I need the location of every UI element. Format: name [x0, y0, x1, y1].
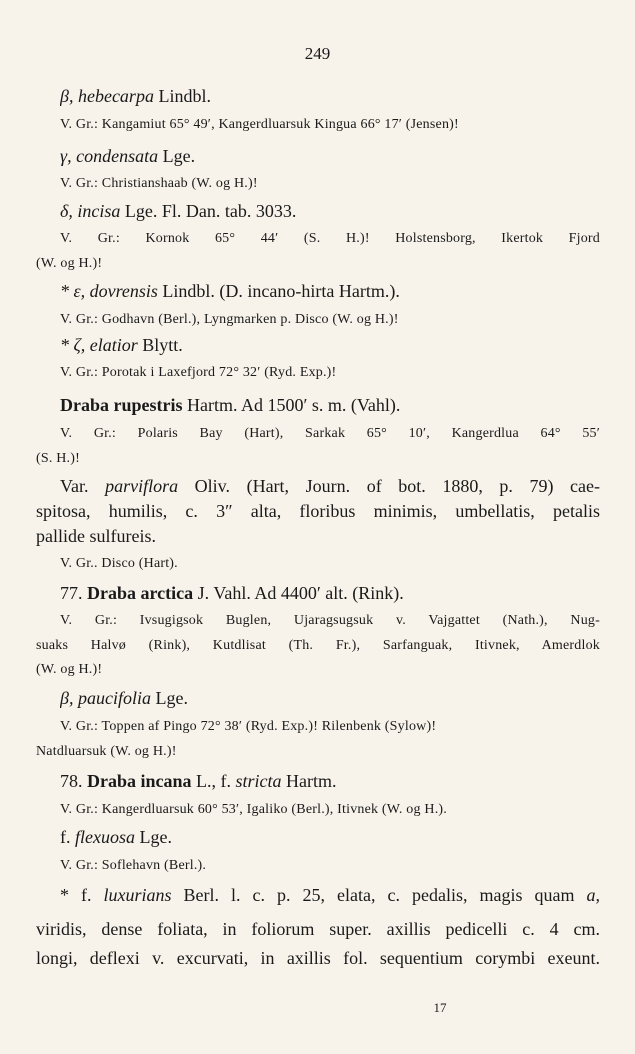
locality-line: V. Gr.: Godhavn (Berl.), Lyngmarken p. Disco (W. og H.)!	[60, 312, 399, 327]
variety-incisa: δ, incisa Lge. Fl. Dan. tab. 3033.	[60, 201, 297, 221]
locality-line: (W. og H.)!	[36, 256, 103, 271]
locality-line: (S. H.)!	[36, 451, 80, 466]
locality-line: suaks Halvø (Rink), Kutdlisat (Th. Fr.), Sarfanguak, Itivnek, Amerdlok	[36, 638, 600, 653]
locality-line: V. Gr.. Disco (Hart).	[60, 556, 178, 571]
description-line: pallide sulfureis.	[36, 526, 156, 546]
variety-elatior: * ζ, elatior Blytt.	[60, 335, 183, 355]
locality-line: V. Gr.: Kangamiut 65° 49′, Kangerdluarsuk Kingua 66° 17′ (Jensen)!	[60, 117, 459, 132]
description-line: viridis, dense foliata, in foliorum super. axillis pedicelli c. 4 cm.	[36, 919, 600, 939]
var-parviflora: Var. parviflora Oliv. (Hart, Journ. of bot. 1880, p. 79) cae-	[60, 476, 600, 496]
description-line: spitosa, humilis, c. 3″ alta, floribus minimis, umbellatis, petalis	[36, 501, 600, 521]
locality-line: Natdluarsuk (W. og H.)!	[36, 744, 177, 759]
locality-line: V. Gr.: Soflehavn (Berl.).	[60, 858, 207, 873]
species-draba-incana: 78. Draba incana L., f. stricta Hartm.	[60, 771, 337, 791]
locality-line: V. Gr.: Polaris Bay (Hart), Sarkak 65° 10′, Kangerdlua 64° 55′	[60, 426, 600, 441]
form-flexuosa: f. flexuosa Lge.	[60, 827, 172, 847]
locality-line: (W. og H.)!	[36, 662, 103, 677]
variety-hebecarpa: β, hebecarpa Lindbl.	[60, 86, 211, 106]
locality-line: V. Gr.: Toppen af Pingo 72° 38′ (Ryd. Exp.)! Rilenbenk (Sylow)!	[60, 719, 437, 734]
page-number: 249	[304, 44, 331, 63]
locality-line: V. Gr.: Christianshaab (W. og H.)!	[60, 176, 258, 191]
description-line: longi, deflexi v. excurvati, in axillis fol. sequentium corymbi exeunt.	[36, 948, 600, 968]
form-luxurians: * f. luxurians Berl. l. c. p. 25, elata, c. pedalis, magis quam a,	[60, 885, 600, 905]
locality-line: V. Gr.: Kornok 65° 44′ (S. H.)! Holstensborg, Ikertok Fjord	[60, 231, 600, 246]
variety-dovrensis: * ε, dovrensis Lindbl. (D. incano-hirta Hartm.).	[60, 281, 400, 301]
variety-paucifolia: β, paucifolia Lge.	[60, 688, 188, 708]
locality-line: V. Gr.: Kangerdluarsuk 60° 53′, Igaliko (Berl.), Itivnek (W. og H.).	[60, 802, 447, 817]
printer-signature: 17	[433, 1000, 447, 1015]
locality-line: V. Gr.: Porotak i Laxefjord 72° 32′ (Ryd. Exp.)!	[60, 365, 337, 380]
variety-condensata: γ, condensata Lge.	[60, 146, 196, 166]
species-draba-arctica: 77. Draba arctica J. Vahl. Ad 4400′ alt. (Rink).	[60, 583, 404, 603]
locality-line: V. Gr.: Ivsugigsok Buglen, Ujaragsugsuk v. Vajgattet (Nath.), Nug-	[60, 613, 600, 628]
species-draba-rupestris: Draba rupestris Hartm. Ad 1500′ s. m. (Vahl).	[60, 395, 401, 415]
